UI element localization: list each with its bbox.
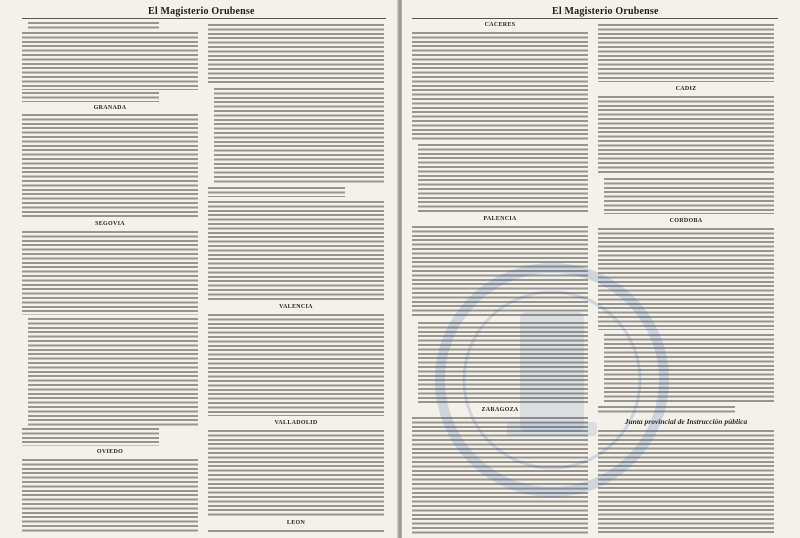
text-block — [598, 430, 774, 534]
text-block — [598, 228, 774, 330]
text-block — [28, 22, 159, 31]
masthead-rule-left — [22, 18, 386, 19]
text-block — [598, 96, 774, 174]
section-heading-oviedo: OVIEDO — [96, 449, 124, 455]
masthead-rule-right — [412, 18, 778, 19]
masthead-left: El Magisterio Orubense — [148, 6, 255, 17]
text-block — [598, 406, 735, 414]
text-block — [412, 417, 588, 534]
column-left-1 — [22, 20, 198, 534]
text-block — [214, 88, 384, 184]
column-right-1 — [412, 20, 588, 534]
page-right — [402, 0, 800, 538]
text-block — [418, 144, 588, 212]
section-heading-junta: Junta provincial de Instrucción pública — [624, 417, 748, 426]
text-block — [22, 114, 198, 218]
text-block — [412, 226, 588, 318]
section-heading-granada: GRANADA — [93, 105, 127, 111]
masthead-right: El Magisterio Orubense — [552, 6, 659, 17]
section-heading-zaragoza: ZARAGOZA — [481, 407, 519, 413]
section-heading-segovia: SEGOVIA — [95, 221, 125, 227]
text-block — [418, 322, 588, 404]
section-heading-cadiz: CADIZ — [675, 86, 697, 92]
text-block — [22, 231, 198, 315]
text-block — [208, 187, 345, 197]
text-block — [22, 428, 159, 446]
text-block — [598, 24, 774, 82]
text-block — [22, 459, 198, 534]
text-block — [208, 430, 384, 516]
text-block — [604, 334, 774, 404]
text-block — [604, 178, 774, 214]
text-block — [412, 32, 588, 140]
section-heading-valencia: VALENCIA — [279, 304, 313, 310]
section-heading-palencia: PALENCIA — [483, 216, 517, 222]
text-block — [208, 530, 384, 534]
section-heading-leon: LEON — [286, 520, 306, 526]
text-block — [22, 92, 159, 102]
text-block — [208, 24, 384, 84]
section-heading-valladolid: VALLADOLID — [274, 420, 318, 426]
section-heading-cordoba: CORDOBA — [669, 218, 703, 224]
text-block — [208, 201, 384, 301]
section-heading-caceres: CACERES — [484, 22, 516, 28]
text-block — [208, 314, 384, 416]
text-block — [28, 318, 198, 426]
text-block — [22, 32, 198, 90]
column-right-2 — [598, 20, 774, 534]
page-left — [0, 0, 398, 538]
column-left-2 — [208, 20, 384, 534]
